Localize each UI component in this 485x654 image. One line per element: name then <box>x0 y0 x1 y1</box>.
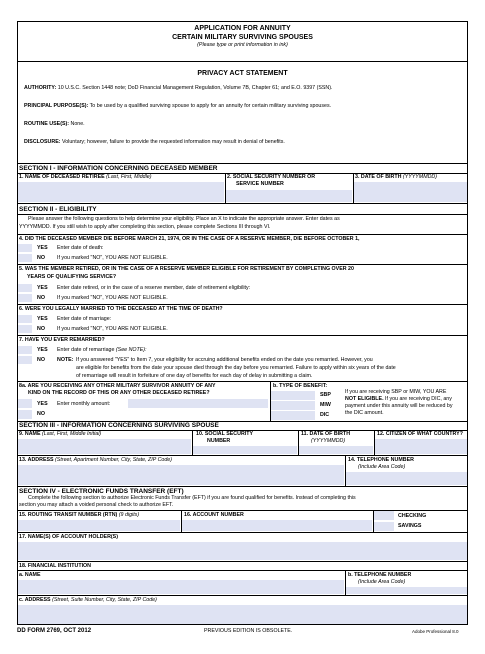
field-15-label: 15. ROUTING TRANSIT NUMBER (RTN) (9 digits) <box>19 512 140 518</box>
section-1-title: SECTION I - INFORMATION CONCERNING DECEASED MEMBER <box>19 165 218 172</box>
field-10-label-line2: NUMBER <box>207 438 231 444</box>
q7-note-label: NOTE: <box>57 357 74 363</box>
q7-yes-checkbox[interactable] <box>18 346 32 354</box>
section-4-title: SECTION IV - ELECTRONIC FUNDS TRANSFER (EFT) <box>19 488 184 495</box>
q5-no-checkbox[interactable] <box>18 294 32 302</box>
q4-no-checkbox[interactable] <box>18 254 32 262</box>
q7-note-2: are eligible for benefits from the date your spouse died through the day before you remarried. Failure to apply within six years of the date <box>76 365 396 371</box>
spouse-dob-input[interactable] <box>299 446 373 454</box>
savings-label: SAVINGS <box>398 523 422 529</box>
question-5-line2: YEARS OF QUALIFYING SERVICE? <box>27 274 117 280</box>
q8b-note-3: payment under this annuity will be reduced by <box>345 403 453 409</box>
question-8a-line1: 8a. ARE YOU RECEIVING ANY OTHER MILITARY SURVIVOR ANNUITY OF ANY <box>19 383 216 389</box>
spouse-name-input[interactable] <box>18 439 191 454</box>
divider <box>17 234 468 235</box>
miw-checkbox[interactable] <box>271 401 315 410</box>
field-12-label: 12. CITIZEN OF WHAT COUNTRY? <box>377 431 463 437</box>
checking-label: CHECKING <box>398 513 427 519</box>
field-18b-label-line2: (Include Area Code) <box>358 579 406 585</box>
q6-yes-checkbox[interactable] <box>18 315 32 323</box>
citizenship-input[interactable] <box>375 439 467 454</box>
divider <box>17 532 468 533</box>
divider <box>17 304 468 305</box>
savings-checkbox[interactable] <box>374 522 394 531</box>
question-7: 7. HAVE YOU EVER REMARRIED? <box>19 337 105 343</box>
q7-no-checkbox[interactable] <box>18 356 32 364</box>
privacy-title: PRIVACY ACT STATEMENT <box>197 70 288 77</box>
form-number: DD FORM 2769, OCT 2012 <box>17 628 92 634</box>
deceased-ssn-input[interactable] <box>226 190 352 202</box>
q8a-no-label: NO <box>37 411 45 417</box>
q6-no-label: NO <box>37 326 45 332</box>
q5-no-text: If you marked "NO", YOU ARE NOT ELIGIBLE. <box>57 295 168 301</box>
section-4-intro-1: Complete the following section to authorize Electronic Funds Transfer (EFT) if you are found qualified for benefits. Instead of completing this <box>28 495 356 501</box>
q7-yes-text: Enter date of remarriage (See NOTE): <box>57 347 147 353</box>
checking-checkbox[interactable] <box>374 511 394 520</box>
bank-name-input[interactable] <box>18 580 344 594</box>
miw-label: MIW <box>320 402 331 408</box>
q8b-note-4: the DIC amount. <box>345 410 384 416</box>
divider <box>17 203 468 204</box>
spouse-phone-input[interactable] <box>346 472 467 485</box>
obsolete-notice: PREVIOUS EDITION IS OBSOLETE. <box>204 628 293 634</box>
bank-address-input[interactable] <box>18 605 467 624</box>
field-2-label-line1: 2. SOCIAL SECURITY NUMBER OR <box>227 174 316 180</box>
q4-yes-text: Enter date of death: <box>57 245 104 251</box>
authority-text: AUTHORITY: 10 U.S.C. Section 1448 note; DoD Financial Management Regulation, Volume 7B, Chapter 61; and E.O. 9397 (SSN). <box>24 85 333 91</box>
q7-note-1: If you answered "YES" to Item 7, your eligibility for accruing additional benefits ended on the date you remarried. However, you <box>76 357 373 363</box>
field-14-label-line2: (Include Area Code) <box>358 464 406 470</box>
form-title: APPLICATION FOR ANNUITY <box>194 25 291 32</box>
account-number-input[interactable] <box>182 520 372 531</box>
divider <box>17 264 468 265</box>
q8b-note-1: If you are receiving SBP or MIW, YOU ARE <box>345 389 447 395</box>
sbp-label: SBP <box>320 392 331 398</box>
q7-note-3: of remarriage will result in forfeiture of one day of benefits for each day of delay in submitting a claim. <box>76 373 313 379</box>
deceased-name-input[interactable] <box>18 182 224 202</box>
q8a-yes-label: YES <box>37 401 48 407</box>
question-8a-line2: KIND ON THE RECORD OF THIS OR ANY OTHER DECEASED RETIREE? <box>28 390 210 396</box>
bank-phone-input[interactable] <box>346 587 467 594</box>
field-10-label-line1: 10. SOCIAL SECURITY <box>196 431 254 437</box>
q8a-yes-text: Enter monthly amount: <box>57 401 111 407</box>
q7-no-label: NO <box>37 357 45 363</box>
q7-yes-label: YES <box>37 347 48 353</box>
q5-yes-checkbox[interactable] <box>18 284 32 292</box>
q6-yes-text: Enter date of marriage: <box>57 316 112 322</box>
field-14-label-line1: 14. TELEPHONE NUMBER <box>348 457 414 463</box>
q6-no-checkbox[interactable] <box>18 325 32 333</box>
divider <box>17 163 468 164</box>
divider <box>17 61 468 62</box>
q6-no-text: If you marked "NO", YOU ARE NOT ELIGIBLE. <box>57 326 168 332</box>
field-13-label: 13. ADDRESS (Street, Apartment Number, City, State, ZIP Code) <box>19 457 172 463</box>
divider <box>17 214 468 215</box>
q5-yes-text: Enter date retired, or in the case of a reserve member, date of retirement eligibility: <box>57 285 251 291</box>
section-3-title: SECTION III - INFORMATION CONCERNING SURVIVING SPOUSE <box>19 422 219 429</box>
deceased-dob-input[interactable] <box>354 182 467 202</box>
routine-use-text: ROUTINE USE(S): None. <box>24 121 85 127</box>
q8b-note-2: NOT ELIGIBLE. If you are receiving DIC, any <box>345 396 452 402</box>
disclosure-text: DISCLOSURE: Voluntary; however, failure to provide the requested information may result in denial of benefits. <box>24 139 285 145</box>
q8a-no-checkbox[interactable] <box>18 410 32 419</box>
field-3-label: 3. DATE OF BIRTH (YYYYMMDD) <box>355 174 438 180</box>
field-2-label-line2: SERVICE NUMBER <box>236 181 284 187</box>
q5-no-label: NO <box>37 295 45 301</box>
monthly-amount-input[interactable] <box>128 399 268 408</box>
divider <box>17 335 468 336</box>
field-18-label: 18. FINANCIAL INSTITUTION <box>19 563 92 569</box>
question-5-line1: 5. WAS THE MEMBER RETIRED, OR IN THE CASE OF A RESERVE MEMBER ELIGIBLE FOR RETIREMENT BY COMPLETING OVER 20 <box>19 266 354 272</box>
account-holder-input[interactable] <box>18 542 467 560</box>
divider <box>17 595 468 596</box>
field-18a-label: a. NAME <box>19 572 41 578</box>
purpose-text: PRINCIPAL PURPOSE(S): To be used by a qualified surviving spouse to apply for an annuity for certain military surviving spouses. <box>24 103 332 109</box>
field-18b-label-line1: b. TELEPHONE NUMBER <box>348 572 412 578</box>
field-11-label-line2: (YYYYMMDD) <box>311 438 346 444</box>
adobe-version: Adobe Professional 8.0 <box>412 629 459 634</box>
sbp-checkbox[interactable] <box>271 391 315 400</box>
field-17-label: 17. NAME(S) OF ACCOUNT HOLDER(S) <box>19 534 118 540</box>
field-9-label: 9. NAME (Last, First, Middle Initial) <box>19 431 102 437</box>
question-6: 6. WERE YOU LEGALLY MARRIED TO THE DECEASED AT THE TIME OF DEATH? <box>19 306 223 312</box>
field-1-label: 1. NAME OF DECEASED RETIREE (Last, First, Middle) <box>19 174 152 180</box>
q5-yes-label: YES <box>37 285 48 291</box>
divider <box>17 455 468 456</box>
spouse-address-input[interactable] <box>18 465 344 485</box>
field-11-label-line1: 11. DATE OF BIRTH <box>301 431 351 437</box>
question-8b: b. TYPE OF BENEFIT: <box>273 383 328 389</box>
section-2-intro-2: YYYYMMDD. If you still wish to apply after completing this section, please complete Sections III through VI. <box>19 224 271 230</box>
question-4: 4. DID THE DECEASED MEMBER DIE BEFORE MARCH 21, 1974, OR IN THE CASE OF A RESERVE MEMBER, DIE BEFORE OCTOBER 1, <box>19 236 360 242</box>
field-18c-label: c. ADDRESS (Street, Suite Number, City, State, ZIP Code) <box>19 597 157 603</box>
form-instruction: (Please type or print information in ink) <box>197 42 288 48</box>
divider <box>17 381 468 382</box>
q8a-yes-checkbox[interactable] <box>18 399 32 408</box>
form-subtitle: CERTAIN MILITARY SURVIVING SPOUSES <box>172 34 313 41</box>
field-16-label: 16. ACCOUNT NUMBER <box>184 512 244 518</box>
q4-yes-label: YES <box>37 245 48 251</box>
section-2-title: SECTION II - ELIGIBILITY <box>19 206 97 213</box>
dic-checkbox[interactable] <box>271 411 315 420</box>
routing-number-input[interactable] <box>18 520 180 531</box>
q4-yes-checkbox[interactable] <box>18 244 32 252</box>
divider <box>17 570 468 571</box>
q4-no-text: If you marked "NO", YOU ARE NOT ELIGIBLE. <box>57 255 168 261</box>
q4-no-label: NO <box>37 255 45 261</box>
divider <box>17 561 468 562</box>
spouse-ssn-input[interactable] <box>193 446 297 454</box>
divider <box>17 510 468 511</box>
divider <box>17 486 468 487</box>
dic-label: DIC <box>320 412 330 418</box>
section-2-intro-1: Please answer the following questions to help determine your eligibility. Place an X to indicate the appropriate answer. Enter dates as <box>28 216 340 222</box>
q6-yes-label: YES <box>37 316 48 322</box>
section-4-intro-2: section you may attach a voided personal check to authorize EFT. <box>19 502 174 508</box>
